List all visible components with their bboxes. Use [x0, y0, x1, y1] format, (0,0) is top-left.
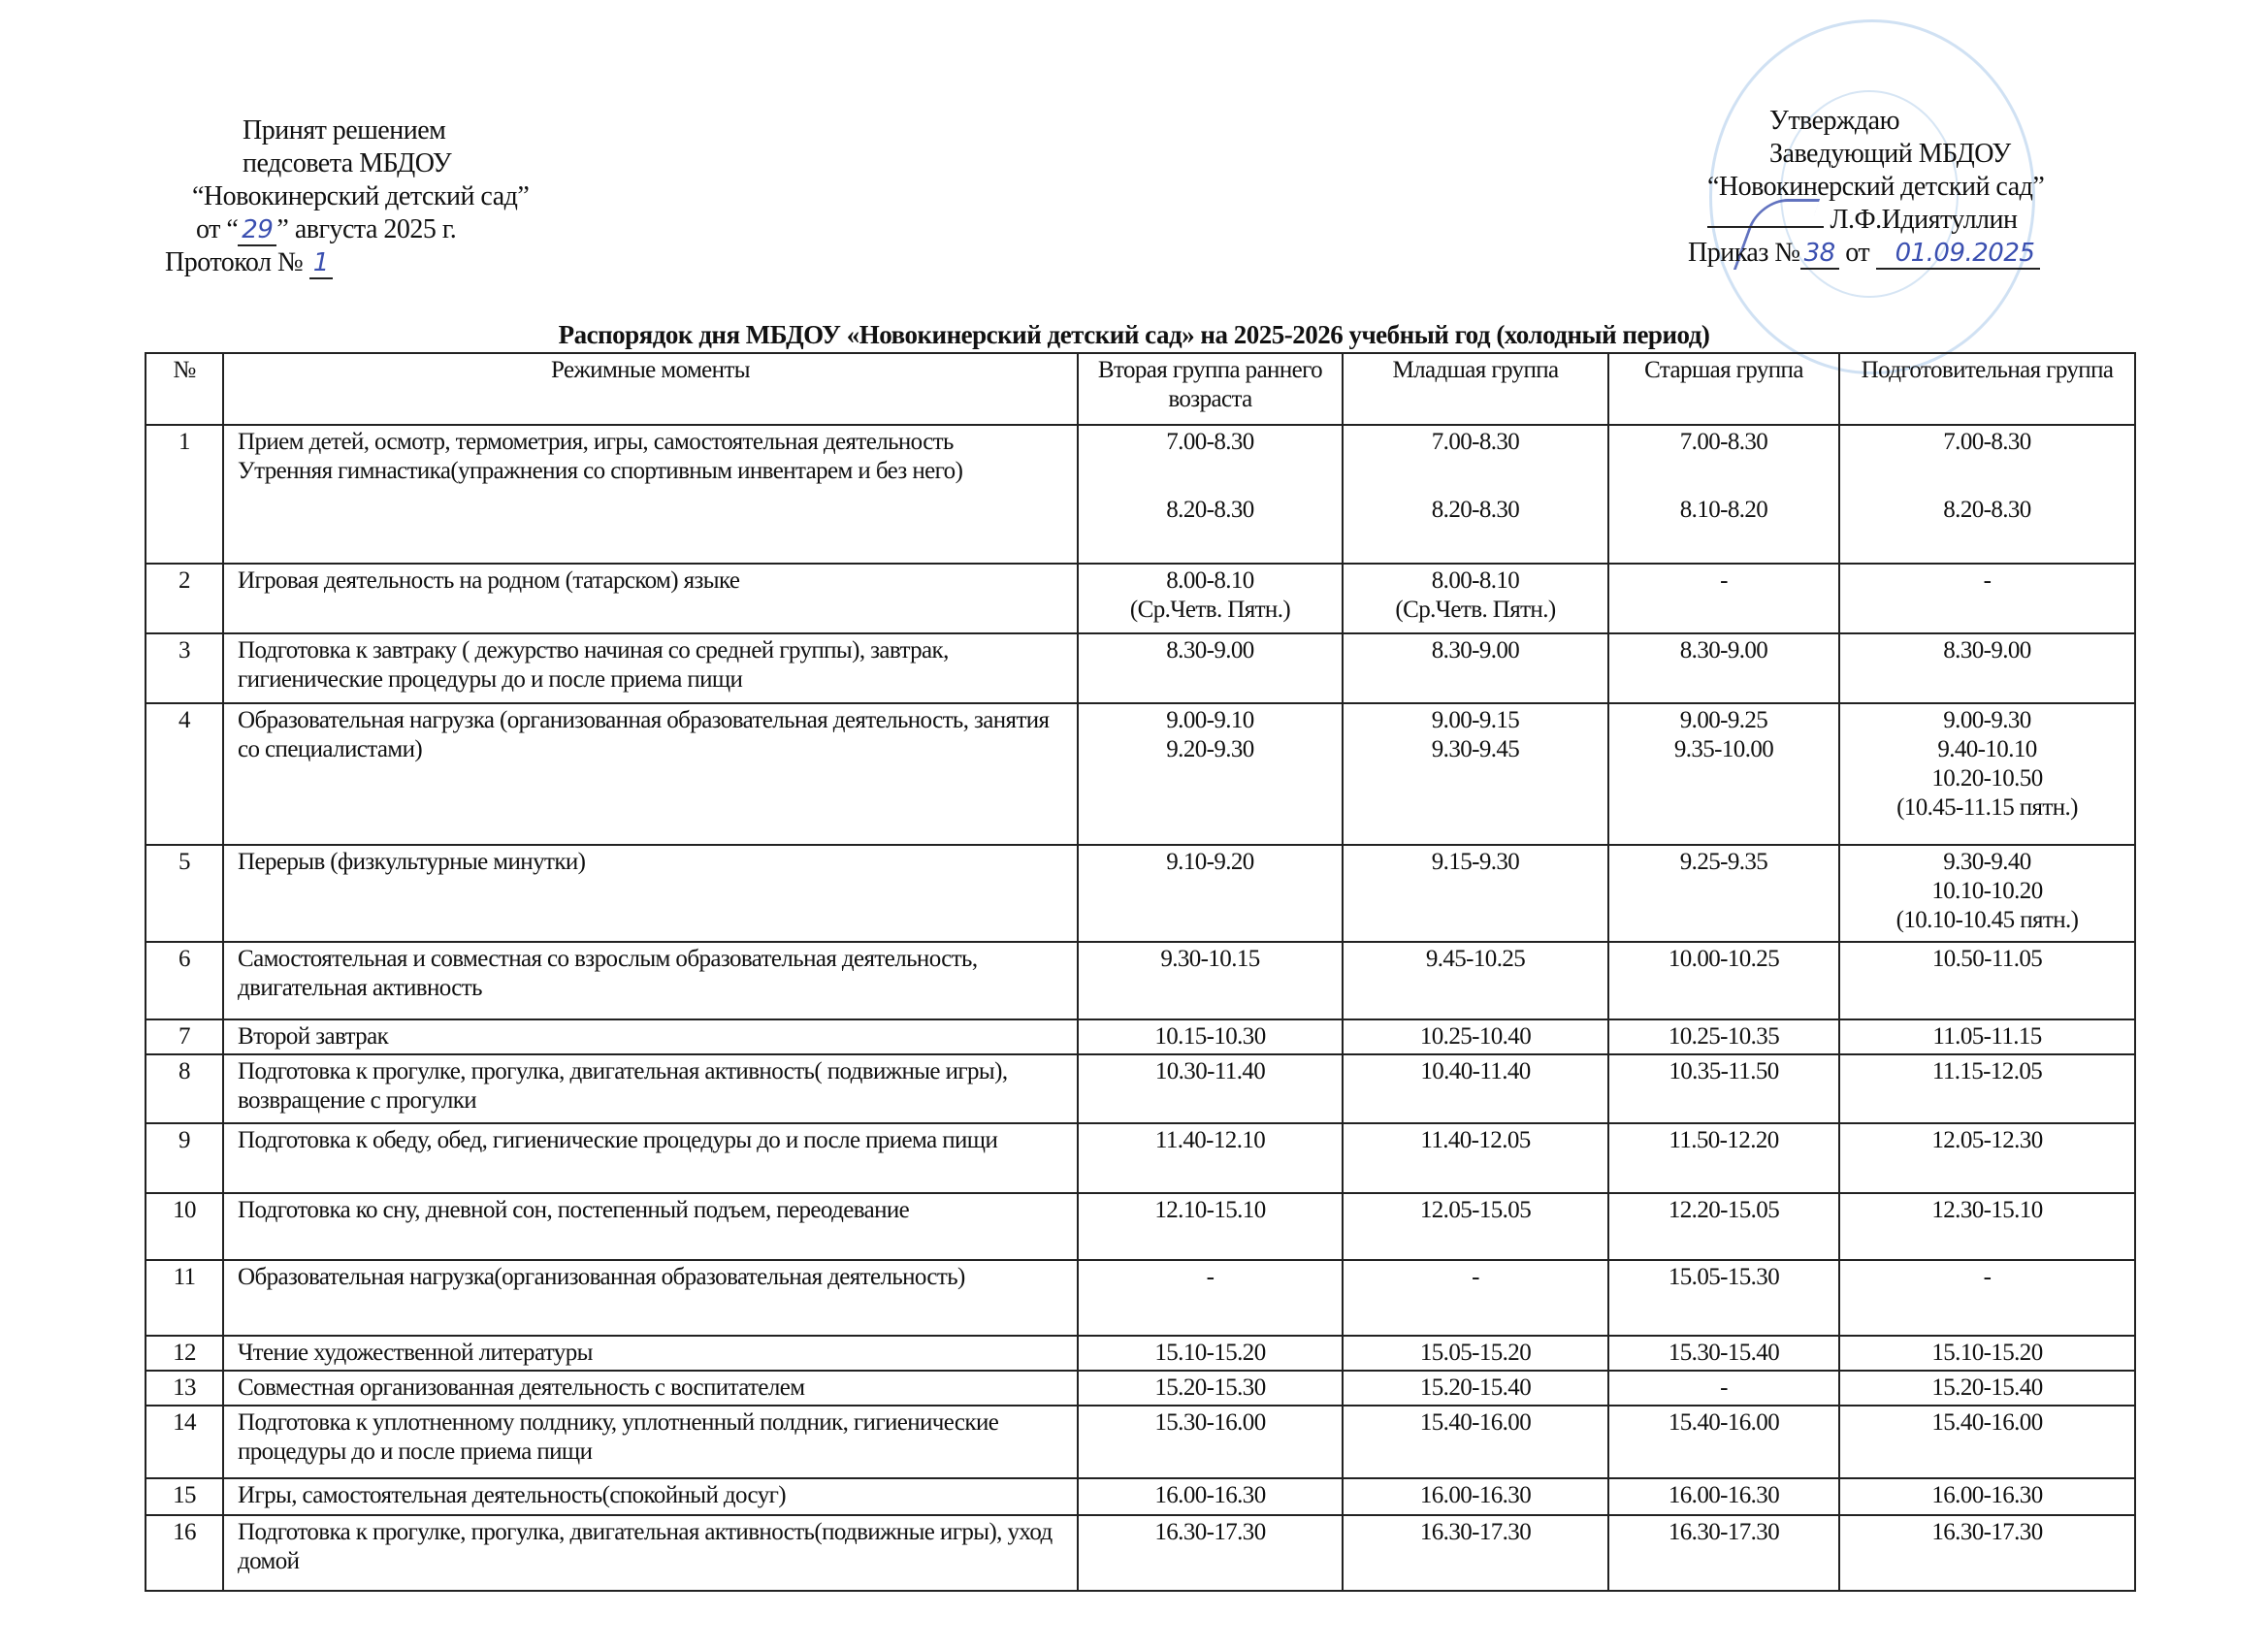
regime-description — [223, 942, 1078, 1019]
time-range: 10.10-10.20 — [1931, 878, 2043, 904]
time-prep — [1839, 1478, 2135, 1515]
header-regime: Режимные моменты — [223, 353, 1078, 425]
row-number: 14 — [146, 1406, 223, 1478]
date-day-handwritten: 29 — [238, 215, 276, 246]
regime-description — [223, 703, 1078, 845]
header-number: № — [146, 353, 223, 425]
time-range: 8.00-8.10 — [1431, 567, 1520, 594]
time-early — [1078, 1019, 1343, 1054]
time-range: - — [1983, 1264, 1992, 1290]
time-prep — [1839, 1406, 2135, 1478]
time-range: 8.20-8.30 — [1943, 497, 2031, 523]
time-prep — [1839, 1019, 2135, 1054]
row-number: 2 — [146, 564, 223, 633]
time-prep — [1839, 1260, 2135, 1336]
description-line: Подготовка к обеду, обед, гигиенические процедуры до и после приема пищи — [238, 1127, 998, 1153]
row-number: 10 — [146, 1193, 223, 1260]
time-range: 12.30-15.10 — [1931, 1197, 2043, 1223]
table-row — [146, 1478, 2135, 1515]
time-range: 9.00-9.30 — [1943, 707, 2031, 733]
time-senior — [1608, 633, 1839, 703]
time-senior — [1608, 1260, 1839, 1336]
time-range: 9.25-9.35 — [1679, 849, 1768, 875]
time-junior — [1343, 425, 1608, 564]
time-early — [1078, 1371, 1343, 1406]
time-range: 15.30-16.00 — [1154, 1409, 1266, 1436]
time-early — [1078, 703, 1343, 845]
order-from: от — [1845, 238, 1870, 268]
table-row — [146, 703, 2135, 845]
description-line: Совместная организованная деятельность с воспитателем — [238, 1374, 805, 1401]
table-row — [146, 1336, 2135, 1371]
time-range: 12.20-15.05 — [1668, 1197, 1780, 1223]
table-row — [146, 1123, 2135, 1193]
row-number: 3 — [146, 633, 223, 703]
time-range: 8.20-8.30 — [1166, 497, 1254, 523]
row-number: 8 — [146, 1054, 223, 1123]
table-row — [146, 633, 2135, 703]
order-label: Приказ № — [1688, 238, 1800, 268]
table-row — [146, 1260, 2135, 1336]
time-early — [1078, 564, 1343, 633]
row-number: 9 — [146, 1123, 223, 1193]
time-range: 8.00-8.10 — [1166, 567, 1254, 594]
time-senior — [1608, 942, 1839, 1019]
time-senior — [1608, 703, 1839, 845]
table-row — [146, 425, 2135, 564]
time-prep — [1839, 633, 2135, 703]
header-group-junior: Младшая группа — [1343, 353, 1608, 425]
regime-description — [223, 1515, 1078, 1591]
row-number: 5 — [146, 845, 223, 942]
time-range: 9.45-10.25 — [1425, 946, 1526, 972]
regime-description — [223, 1478, 1078, 1515]
time-range: 15.10-15.20 — [1154, 1340, 1266, 1366]
regime-description — [223, 1193, 1078, 1260]
time-senior — [1608, 1019, 1839, 1054]
time-junior — [1343, 1193, 1608, 1260]
time-range: (Ср.Четв. Пятн.) — [1129, 597, 1291, 623]
time-range: - — [1720, 567, 1728, 594]
time-range: 9.30-9.45 — [1431, 736, 1520, 762]
time-range: 10.20-10.50 — [1931, 765, 2043, 792]
time-senior — [1608, 1515, 1839, 1591]
time-prep — [1839, 564, 2135, 633]
description-line: Образовательная нагрузка (организованная образовательная деятельность, занятия со специалистами) — [238, 707, 1050, 762]
time-range: 15.40-16.00 — [1668, 1409, 1780, 1436]
time-range: 16.00-16.30 — [1419, 1482, 1532, 1508]
time-senior — [1608, 1054, 1839, 1123]
time-early — [1078, 1193, 1343, 1260]
time-junior — [1343, 1260, 1608, 1336]
regime-description — [223, 564, 1078, 633]
time-range: - — [1983, 567, 1992, 594]
time-senior — [1608, 564, 1839, 633]
time-range: 15.10-15.20 — [1931, 1340, 2043, 1366]
time-range: 16.30-17.30 — [1668, 1519, 1780, 1545]
table-row — [146, 942, 2135, 1019]
time-range: 11.05-11.15 — [1932, 1023, 2042, 1050]
header-group-prep: Подготовительная группа — [1839, 353, 2135, 425]
regime-description — [223, 1019, 1078, 1054]
table-row — [146, 845, 2135, 942]
row-number: 11 — [146, 1260, 223, 1336]
time-range: 8.30-9.00 — [1431, 637, 1520, 663]
time-early — [1078, 1054, 1343, 1123]
time-range: 15.40-16.00 — [1931, 1409, 2043, 1436]
time-early — [1078, 942, 1343, 1019]
row-number: 15 — [146, 1478, 223, 1515]
time-prep — [1839, 1371, 2135, 1406]
time-range: 15.20-15.40 — [1419, 1374, 1532, 1401]
approval-block-right — [1688, 105, 2044, 270]
time-early — [1078, 633, 1343, 703]
time-range: 9.00-9.10 — [1166, 707, 1254, 733]
time-senior — [1608, 1371, 1839, 1406]
approval-left-line3: “Новокинерский детский сад” — [192, 181, 530, 211]
time-range: - — [1720, 1374, 1728, 1401]
document-title: Распорядок дня МБДОУ «Новокинерский детский сад» на 2025-2026 учебный год (холодный период) — [558, 320, 1710, 349]
description-line: Образовательная нагрузка(организованная образовательная деятельность) — [238, 1264, 965, 1290]
time-range: 9.00-9.15 — [1431, 707, 1520, 733]
time-prep — [1839, 1515, 2135, 1591]
time-prep — [1839, 845, 2135, 942]
order-number-handwritten: 38 — [1800, 239, 1839, 270]
time-range: 15.20-15.40 — [1931, 1374, 2043, 1401]
time-range: 8.30-9.00 — [1679, 637, 1768, 663]
description-line: Подготовка к прогулке, прогулка, двигательная активность(подвижные игры), уход домой — [238, 1519, 1053, 1574]
regime-description — [223, 1371, 1078, 1406]
description-line: Подготовка ко сну, дневной сон, постепенный подъем, переодевание — [238, 1197, 910, 1223]
time-junior — [1343, 1019, 1608, 1054]
time-prep — [1839, 703, 2135, 845]
table-row — [146, 1406, 2135, 1478]
time-range: 8.20-8.30 — [1431, 497, 1520, 523]
time-range: 15.20-15.30 — [1154, 1374, 1266, 1401]
time-range: 8.30-9.00 — [1166, 637, 1254, 663]
time-range: 9.20-9.30 — [1166, 736, 1254, 762]
time-range: 12.05-15.05 — [1419, 1197, 1532, 1223]
header-group-early: Вторая группа раннего возраста — [1078, 353, 1343, 425]
time-range: 7.00-8.30 — [1679, 429, 1768, 455]
approval-right-line2: Заведующий МБДОУ — [1769, 139, 2011, 169]
time-senior — [1608, 1406, 1839, 1478]
time-range: 12.10-15.10 — [1154, 1197, 1266, 1223]
time-range: 10.40-11.40 — [1420, 1058, 1531, 1084]
time-junior — [1343, 1406, 1608, 1478]
time-range: 11.40-12.10 — [1154, 1127, 1266, 1153]
time-junior — [1343, 1054, 1608, 1123]
time-range: (Ср.Четв. Пятн.) — [1395, 597, 1556, 623]
regime-description — [223, 845, 1078, 942]
schedule-table — [145, 352, 2136, 1592]
time-senior — [1608, 425, 1839, 564]
approval-left-date — [165, 213, 529, 246]
description-line: Игры, самостоятельная деятельность(спокойный досуг) — [238, 1482, 786, 1508]
signatory-name: Л.Ф.Идиятуллин — [1830, 205, 2018, 235]
time-senior — [1608, 1336, 1839, 1371]
table-row — [146, 1019, 2135, 1054]
time-range: 15.05-15.30 — [1668, 1264, 1780, 1290]
time-range: 7.00-8.30 — [1166, 429, 1254, 455]
regime-description — [223, 425, 1078, 564]
row-number: 13 — [146, 1371, 223, 1406]
time-range: 10.00-10.25 — [1668, 946, 1780, 972]
time-senior — [1608, 1123, 1839, 1193]
table-row — [146, 1054, 2135, 1123]
table-header-row — [146, 353, 2135, 425]
time-range: 11.50-12.20 — [1669, 1127, 1779, 1153]
description-line: Подготовка к прогулке, прогулка, двигательная активность( подвижные игры), возвращение с прогулки — [238, 1058, 1008, 1114]
description-line: Самостоятельная и совместная со взрослым образовательная деятельность, двигательная активность — [238, 946, 978, 1001]
description-line: Второй завтрак — [238, 1023, 389, 1050]
row-number: 6 — [146, 942, 223, 1019]
time-junior — [1343, 703, 1608, 845]
time-range: 11.40-12.05 — [1420, 1127, 1531, 1153]
time-prep — [1839, 1054, 2135, 1123]
time-prep — [1839, 942, 2135, 1019]
time-range: 15.40-16.00 — [1419, 1409, 1532, 1436]
time-early — [1078, 425, 1343, 564]
date-prefix: от “ — [196, 214, 239, 244]
time-range: 9.00-9.25 — [1679, 707, 1768, 733]
row-number: 4 — [146, 703, 223, 845]
time-junior — [1343, 1371, 1608, 1406]
time-range: 16.30-17.30 — [1419, 1519, 1532, 1545]
description-line: Утренняя гимнастика(упражнения со спортивным инвентарем и без него) — [238, 458, 963, 484]
time-senior — [1608, 1478, 1839, 1515]
signatory-line — [1688, 204, 2044, 237]
time-range: 10.15-10.30 — [1154, 1023, 1266, 1050]
description-line: Игровая деятельность на родном (татарском) языке — [238, 567, 740, 594]
description-line: Подготовка к завтраку ( дежурство начиная со средней группы), завтрак, гигиенические процедуры до и после приема пищи — [238, 637, 949, 693]
time-early — [1078, 1515, 1343, 1591]
approval-right-line1: Утверждаю — [1769, 106, 1899, 136]
time-range: 8.10-8.20 — [1679, 497, 1768, 523]
table-row — [146, 564, 2135, 633]
description-line: Прием детей, осмотр, термометрия, игры, самостоятельная деятельность — [238, 429, 954, 455]
time-range: 16.30-17.30 — [1154, 1519, 1266, 1545]
time-senior — [1608, 845, 1839, 942]
order-line — [1688, 237, 2044, 270]
time-range: 9.35-10.00 — [1673, 736, 1774, 762]
regime-description — [223, 1406, 1078, 1478]
approval-left-line1: Принят решением — [243, 115, 446, 146]
time-range: - — [1472, 1264, 1479, 1290]
description-line: Перерыв (физкультурные минутки) — [238, 849, 586, 875]
time-senior — [1608, 1193, 1839, 1260]
time-range: - — [1206, 1264, 1215, 1290]
regime-description — [223, 1260, 1078, 1336]
time-early — [1078, 1123, 1343, 1193]
time-range: 10.50-11.05 — [1931, 946, 2043, 972]
time-junior — [1343, 1336, 1608, 1371]
row-number: 16 — [146, 1515, 223, 1591]
time-range: 7.00-8.30 — [1943, 429, 2031, 455]
time-range: 16.00-16.30 — [1668, 1482, 1780, 1508]
time-range: 10.30-11.40 — [1154, 1058, 1266, 1084]
time-range: 15.05-15.20 — [1419, 1340, 1532, 1366]
protocol-line — [165, 246, 529, 279]
time-range: 16.00-16.30 — [1931, 1482, 2043, 1508]
time-prep — [1839, 1123, 2135, 1193]
regime-description — [223, 1123, 1078, 1193]
time-range: (10.10-10.45 пятн.) — [1895, 907, 2079, 933]
time-range: (10.45-11.15 пятн.) — [1896, 794, 2078, 821]
regime-description — [223, 633, 1078, 703]
date-suffix: ” августа 2025 г. — [276, 214, 457, 244]
protocol-label: Протокол № — [165, 247, 304, 277]
time-early — [1078, 1478, 1343, 1515]
time-range: 9.40-10.10 — [1937, 736, 2037, 762]
time-range: 12.05-12.30 — [1931, 1127, 2043, 1153]
time-range: 9.15-9.30 — [1431, 849, 1520, 875]
regime-description — [223, 1054, 1078, 1123]
time-range: 16.30-17.30 — [1931, 1519, 2043, 1545]
regime-description — [223, 1336, 1078, 1371]
row-number: 1 — [146, 425, 223, 564]
row-number: 7 — [146, 1019, 223, 1054]
time-range: 10.25-10.40 — [1419, 1023, 1532, 1050]
time-junior — [1343, 564, 1608, 633]
approval-right-line3: “Новокинерский детский сад” — [1707, 172, 2045, 202]
time-range: 9.10-9.20 — [1166, 849, 1254, 875]
time-prep — [1839, 1336, 2135, 1371]
table-row — [146, 1371, 2135, 1406]
time-early — [1078, 1406, 1343, 1478]
time-early — [1078, 1260, 1343, 1336]
time-range: 10.35-11.50 — [1669, 1058, 1779, 1084]
header-group-senior: Старшая группа — [1608, 353, 1839, 425]
time-junior — [1343, 633, 1608, 703]
time-prep — [1839, 425, 2135, 564]
time-range: 8.30-9.00 — [1943, 637, 2031, 663]
approval-block-left — [165, 114, 529, 279]
time-early — [1078, 1336, 1343, 1371]
time-range: 7.00-8.30 — [1431, 429, 1520, 455]
time-junior — [1343, 845, 1608, 942]
time-junior — [1343, 1515, 1608, 1591]
order-date-handwritten: 01.09.2025 — [1876, 239, 2041, 270]
time-range: 9.30-10.15 — [1160, 946, 1260, 972]
time-junior — [1343, 942, 1608, 1019]
time-range: 16.00-16.30 — [1154, 1482, 1266, 1508]
description-line: Подготовка к уплотненному полднику, уплотненный полдник, гигиенические процедуры до и после приема пищи — [238, 1409, 999, 1465]
table-row — [146, 1515, 2135, 1591]
protocol-number-handwritten: 1 — [309, 248, 333, 279]
time-range: 10.25-10.35 — [1668, 1023, 1780, 1050]
time-early — [1078, 845, 1343, 942]
time-prep — [1839, 1193, 2135, 1260]
time-range: 11.15-12.05 — [1931, 1058, 2043, 1084]
time-junior — [1343, 1123, 1608, 1193]
table-row — [146, 1193, 2135, 1260]
time-range: 9.30-9.40 — [1943, 849, 2031, 875]
approval-left-line2: педсовета МБДОУ — [243, 148, 452, 178]
row-number: 12 — [146, 1336, 223, 1371]
time-range: 15.30-15.40 — [1668, 1340, 1780, 1366]
time-junior — [1343, 1478, 1608, 1515]
description-line: Чтение художественной литературы — [238, 1340, 593, 1366]
